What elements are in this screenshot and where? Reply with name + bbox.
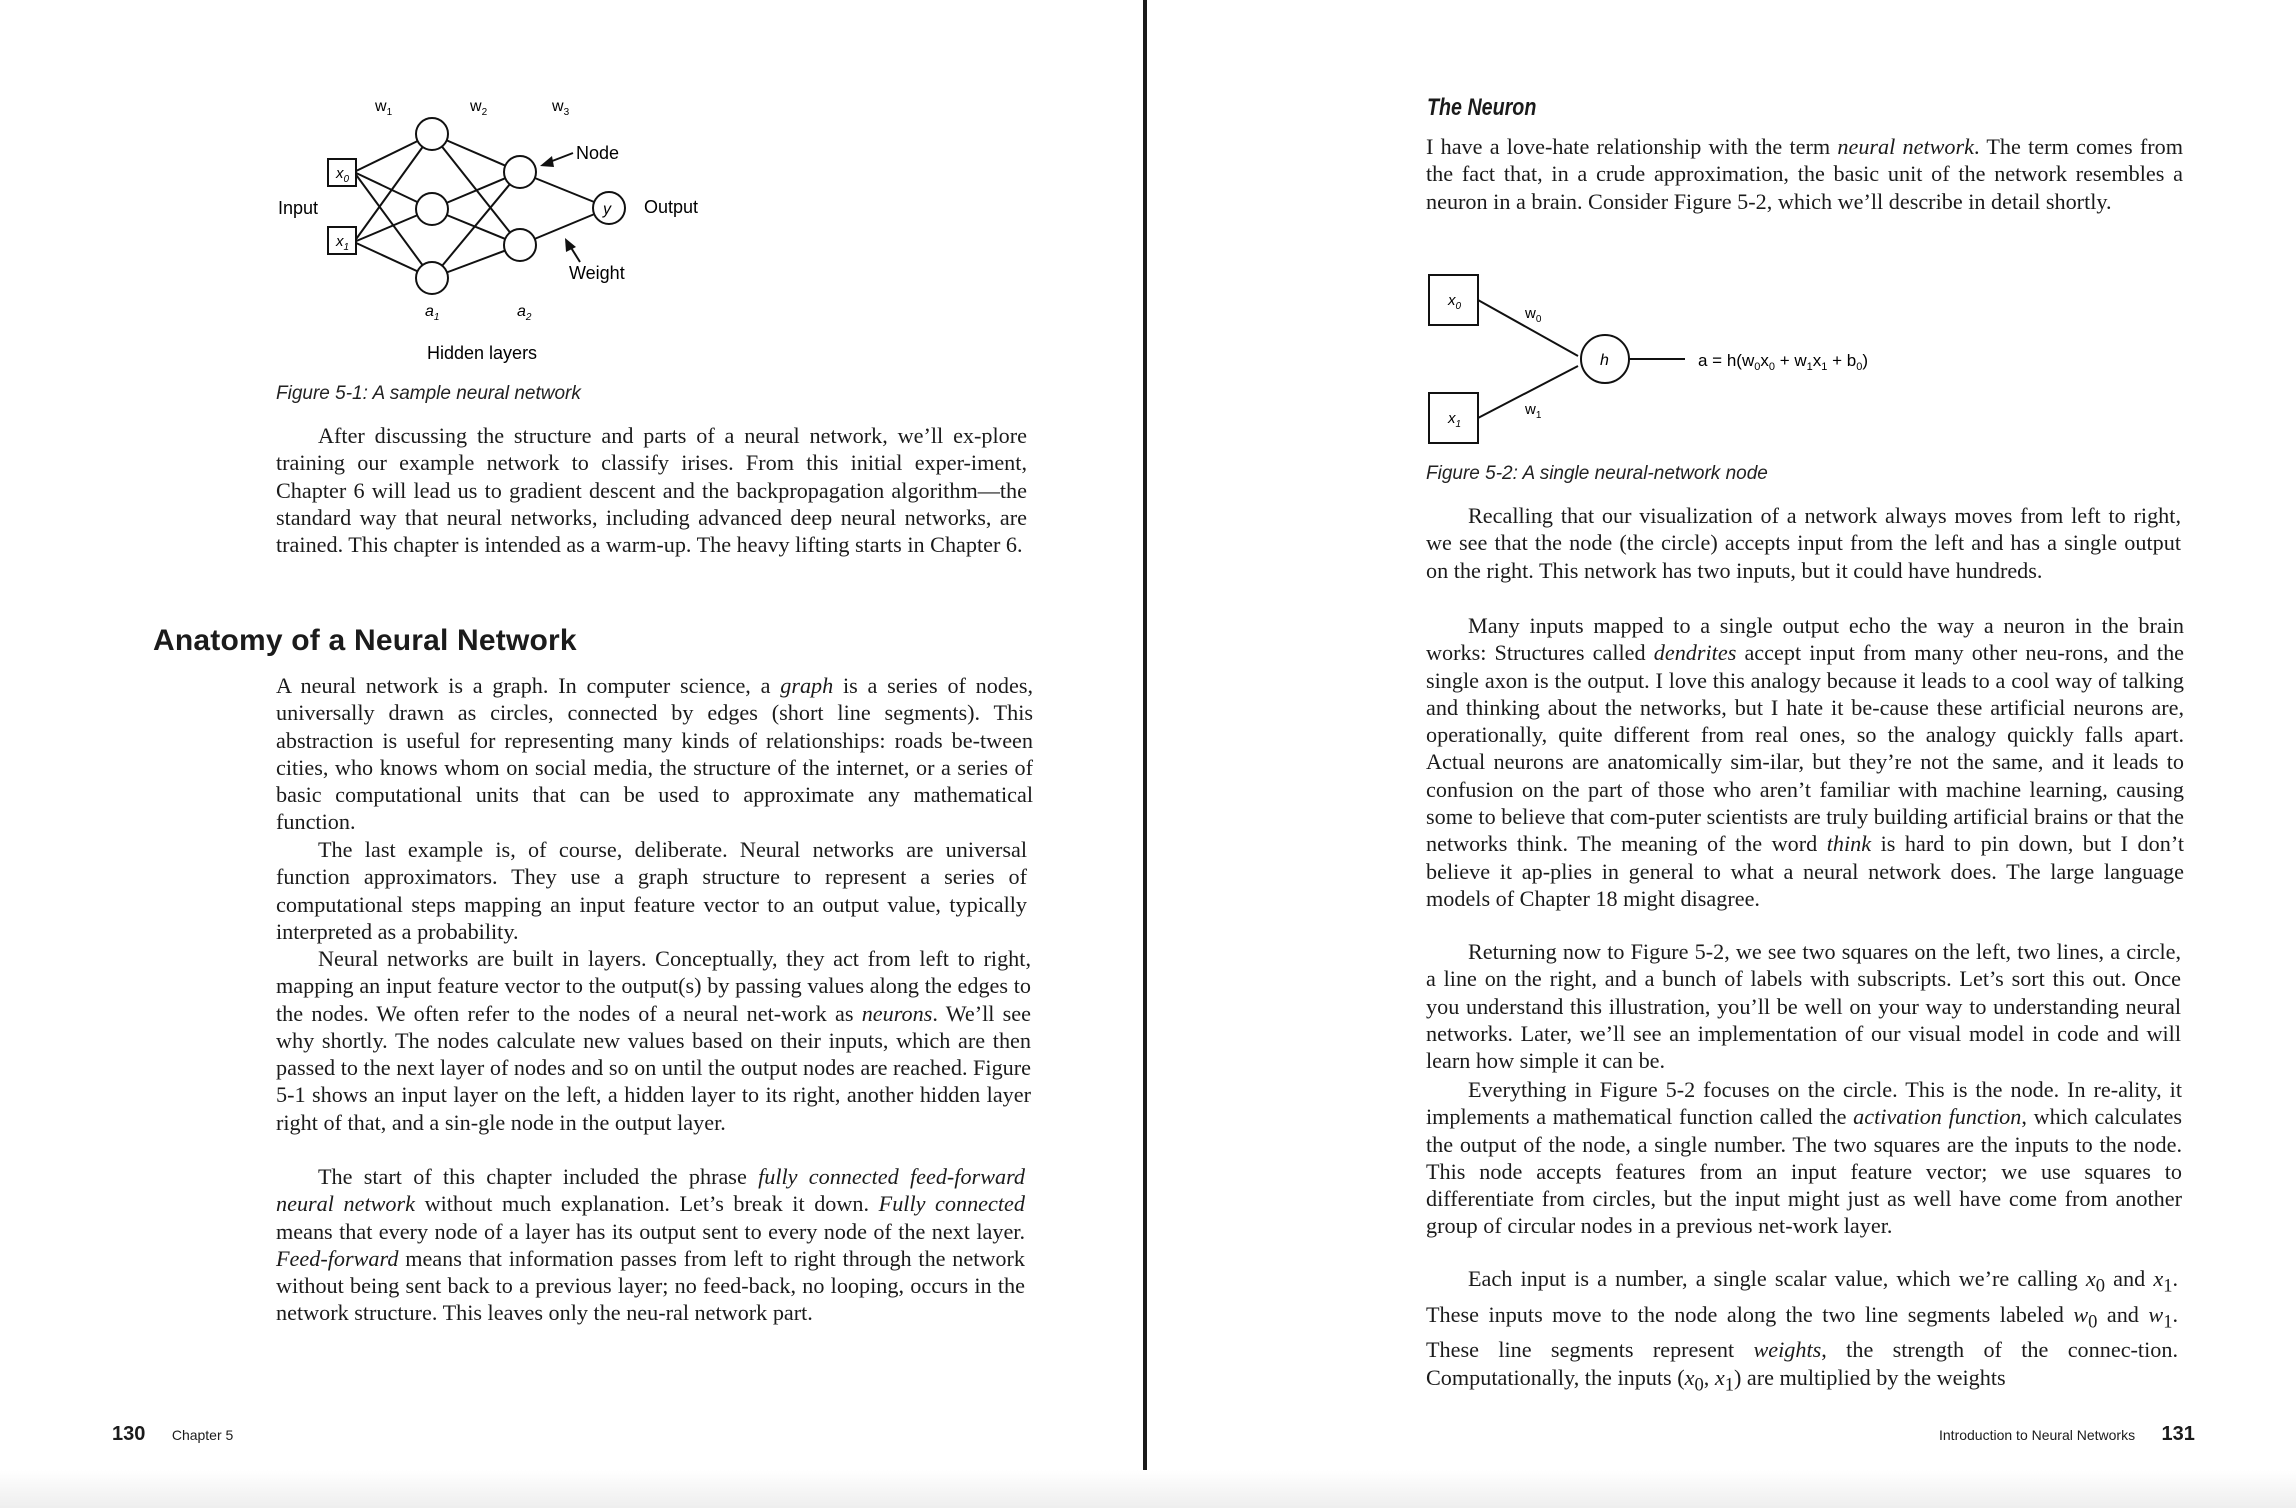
figure-5-2-caption: Figure 5-2: A single neural-network node <box>1426 463 1768 484</box>
paragraph-inputs-weights: Each input is a number, a single scalar value, which we’re calling $x_0$ and $x_1$. These inputs move to the node along the two line segments labeled $w_0$ and $w_1$. These line segments represent weights, the strength of the connec-tion. Computationally, the inputs ($x_0$, $x_1$) are multiplied by the weights <box>1426 1266 2178 1396</box>
paragraph-layers: Neural networks are built in layers. Conceptually, they act from left to right, mapping an input feature vector to the output(s) by passing values along the edges to the nodes. We often refer to the nodes of a neural net-work as neurons. We’ll see why shortly. The nodes calculate new values based on their inputs, which are then passed to the next layer of nodes and so on until the output nodes are reached. Figure 5-1 shows an input layer on the left, a hidden layer to its right, another hidden layer right of that, and a sin-gle node in the output layer. <box>276 946 1031 1135</box>
figure-5-2-single-node-diagram <box>1421 265 2041 455</box>
right-page-footer <box>1939 1423 2195 1446</box>
input-label-x0: $x_0$ <box>1448 292 1462 312</box>
activation-equation: $a = h(w_0x_0 + w_1x_1 + b_0)$ <box>1698 351 1869 373</box>
input-label: Input <box>278 198 319 218</box>
chapter-title-label: Introduction to Neural Networks <box>1939 1427 2136 1443</box>
paragraph-graph: A neural network is a graph. In computer science, a graph is a series of nodes, universally drawn as circles, connected by edges (short line segments). This abstraction is useful for representing many kinds of relationships: roads be-tween cities, who knows whom on social media, the structure of the internet, or a series of basic computational units that can be used to approximate any mathematical function. <box>276 673 1033 835</box>
weight-label-w0: $w_0$ <box>1525 305 1542 325</box>
hidden-node <box>416 118 448 150</box>
intro-paragraph: After discussing the structure and parts of a neural network, we’ll ex-plore training our example network to classify irises. From this initial exper-iment, Chapter 6 will lead us to gradient descent and the backpropagation algorithm—the standard way that neural networks, including advanced deep neural networks, are trained. This chapter is intended as a warm-up. The heavy lifting starts in Chapter 6. <box>276 423 1027 558</box>
hidden-label-a1: $a_1$ <box>425 303 440 323</box>
figure-5-1-caption: Figure 5-1: A sample neural network <box>276 383 581 404</box>
paragraph-brain-analogy: Many inputs mapped to a single output echo the way a neuron in the brain works: Structures called dendrites accept input from many other neu-rons, and the single axon is the output. I love this analogy because it leads to a cool way of talking and thinking about the networks, but I hate it be-cause these artificial neurons are, operationally, quite different from real ones, so the analogy quickly falls apart. Actual neurons are anatomically sim-ilar, but they’re not the same, and it leads to confusion on the part of those who aren’t familiar with machine learning, causing some to believe that com-puter scientists are truly building artificial brains or that the networks think. The meaning of the word think is hard to pin down, but I don’t believe it ap-plies in general to what a neural network does. The large language models of Chapter 18 might disagree. <box>1426 613 2185 911</box>
paragraph-returning: Returning now to Figure 5-2, we see two squares on the left, two lines, a circle, a line on the right, and a bunch of labels with subscripts. Let’s sort this out. Once you understand this illustration, you’ll be well on your way to understanding neural networks. Later, we’ll see an implementation of our visual model in code and will learn how simple it can be. <box>1426 939 2181 1074</box>
page-number: 131 <box>2161 1423 2195 1445</box>
paragraph-universal-approximators: The last example is, of course, deliberate. Neural networks are universal function approximators. They use a graph structure to represent a series of computational steps mapping an input feature vector to an output value, typically interpreted as a probability. <box>276 837 1027 944</box>
section-heading-neuron: The Neuron <box>1427 94 1537 121</box>
book-gutter <box>1143 0 1147 1508</box>
paragraph-left-to-right: Recalling that our visualization of a network always moves from left to right, we see that the node (the circle) accepts input from the left and has a single output on the right. This network has two inputs, but it could have hundreds. <box>1426 503 2181 583</box>
figure-5-1-neural-network-diagram <box>250 90 710 370</box>
weight-label-w1: $w_1$ <box>1525 401 1542 421</box>
hidden-node <box>416 262 448 294</box>
page-number: 130 <box>112 1423 146 1445</box>
input-label-x0: $x_0$ <box>336 165 350 185</box>
hidden-layers-label: Hidden layers <box>427 343 538 363</box>
weight-label-w2: $w_2$ <box>470 98 488 118</box>
node-label: Node <box>576 143 620 163</box>
left-page-footer <box>112 1423 233 1446</box>
paragraph-love-hate: I have a love-hate relationship with the term neural network. The term comes from the fact that, in a crude approximation, the basic unit of the network resembles a neuron in a brain. Consider Figure 5-2, which we’ll describe in detail shortly. <box>1426 134 2183 214</box>
node-label-h: h <box>1600 352 1609 369</box>
output-label: Output <box>644 197 699 217</box>
hidden-label-a2: $a_2$ <box>517 303 532 323</box>
weight-label-w3: $w_3$ <box>552 98 570 118</box>
weight-label-w1: $w_1$ <box>375 98 393 118</box>
weight-label: Weight <box>569 263 625 283</box>
weight-arrow-icon <box>565 238 580 262</box>
hidden-node <box>504 229 536 261</box>
right-page <box>1151 0 2296 1508</box>
node-arrow-icon <box>540 153 573 167</box>
paragraph-activation: Everything in Figure 5-2 focuses on the circle. This is the node. In re-ality, it implements a mathematical function called the activation function, which calculates the output of the node, a single number. The two squares are the inputs to the node. This node accepts features from an input feature vector; we use squares to differentiate from circles, but the input might just as well have come from another group of circular nodes in a previous net-work layer. <box>1426 1077 2182 1239</box>
chapter-label: Chapter 5 <box>171 1427 234 1443</box>
input-label-x1: $x_1$ <box>1448 410 1462 430</box>
left-page <box>0 0 1143 1508</box>
output-label-y: y <box>603 201 611 218</box>
input-label-x1: $x_1$ <box>336 233 350 253</box>
hidden-node <box>504 156 536 188</box>
paragraph-fully-connected: The start of this chapter included the phrase fully connected feed-forward neural network without much explanation. Let’s break it down. Fully connected means that every node of a layer has its output sent to every node of the next layer. Feed-forward means that information passes from left to right through the network without being sent back to a previous layer; no feed-back, no looping, occurs in the network structure. This leaves only the neu-ral network part. <box>276 1164 1025 1326</box>
hidden-node <box>416 193 448 225</box>
page-bottom-shadow <box>0 1470 2296 1508</box>
section-heading-anatomy: Anatomy of a Neural Network <box>153 624 577 657</box>
